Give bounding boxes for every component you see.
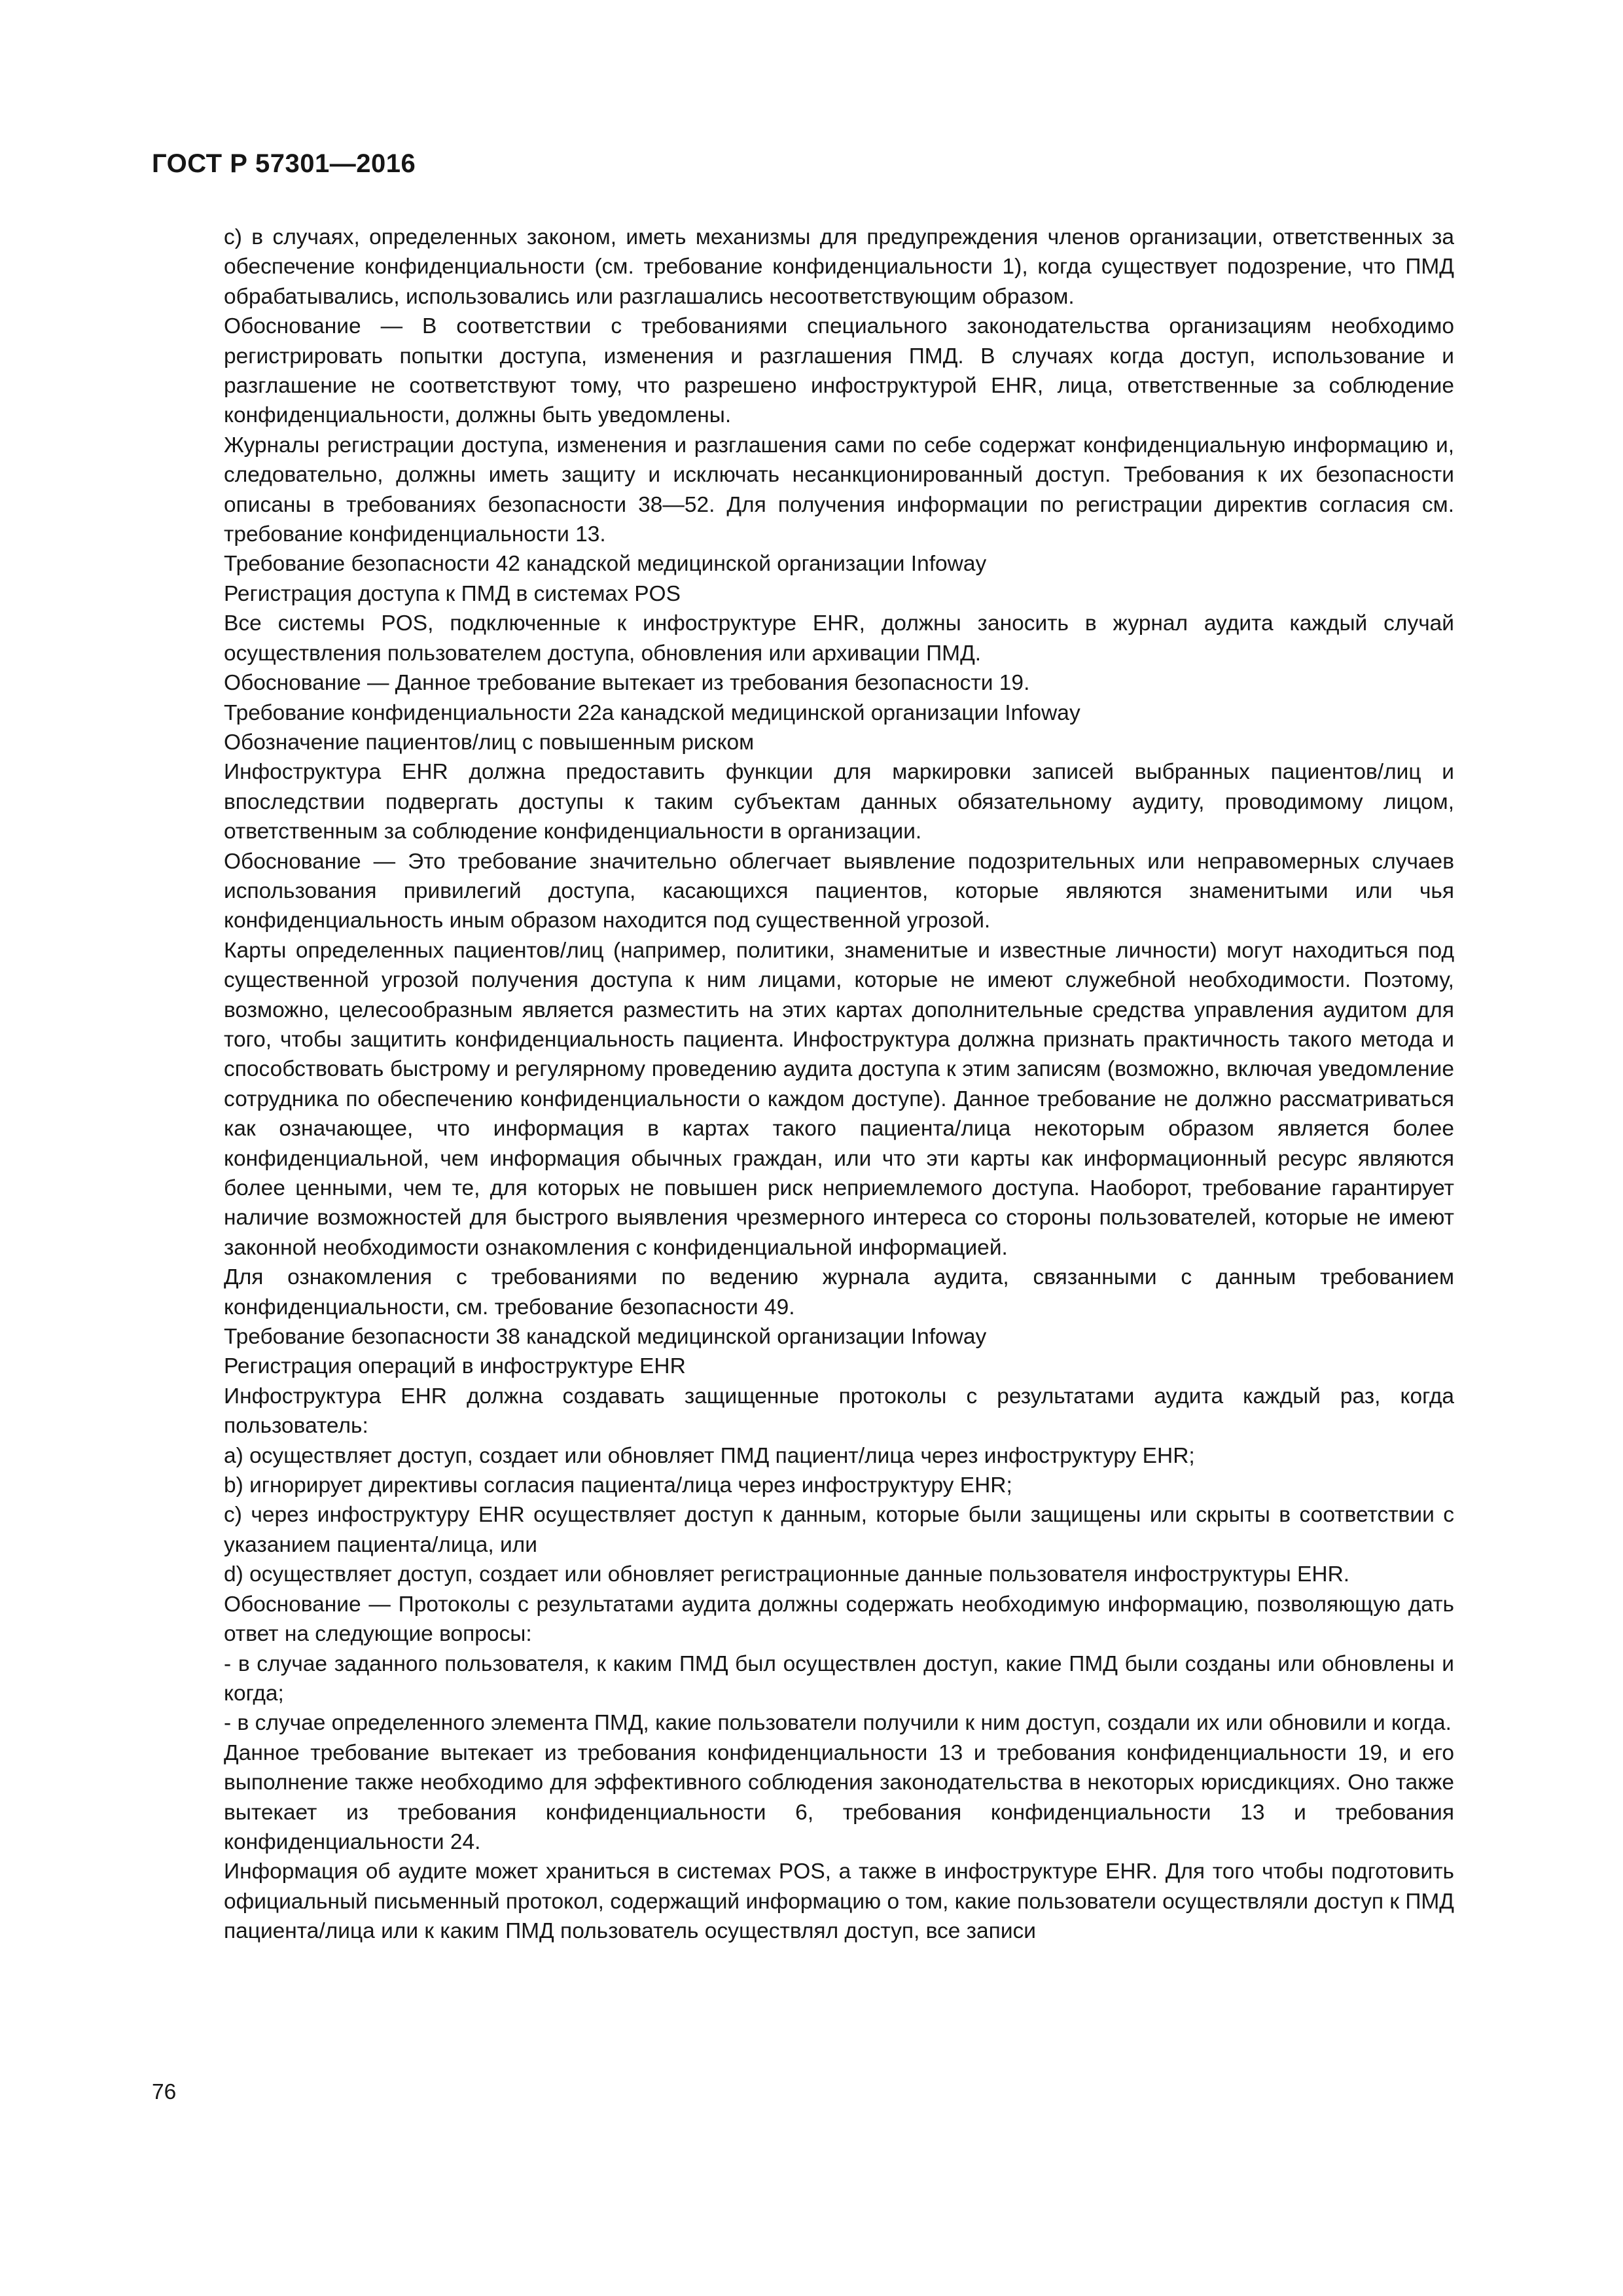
requirement-title: Регистрация доступа к ПМД в системах POS	[224, 581, 681, 606]
paragraph: Инфоструктура EHR должна создавать защищенные протоколы с результатами аудита каждый раз, когда пользователь:	[224, 1384, 1454, 1439]
paragraph: Информация об аудите может храниться в системах POS, а также в инфоструктуре EHR. Для того чтобы подготовить официальный письменный протокол, содержащий информацию о том, какие пользователи осуществляли доступ к ПМД пациента/лица или к каким ПМД пользователь осуществлял доступ, все записи	[224, 1859, 1454, 1944]
requirement-heading: Требование конфиденциальности 22а канадской медицинской организации Infoway	[224, 700, 1080, 725]
document-header: ГОСТ Р 57301—2016	[152, 149, 416, 178]
list-item: a) осуществляет доступ, создает или обновляет ПМД пациент/лица через инфоструктуру EHR;	[224, 1443, 1195, 1468]
paragraph: Карты определенных пациентов/лиц (например, политики, знаменитые и известные личности) могут находиться под существенной угрозой получения доступа к ним лицами, которые не имеют служебной необходимости. Поэтому, возможно, целесообразным является разместить на этих картах дополнительные средства управления аудитом для того, чтобы защитить конфиденциальность пациента. Инфоструктура должна признать практичность такого метода и способствовать быстрому и регулярному проведению аудита доступа к этим записям (возможно, включая уведомление сотрудника по обеспечению конфиденциальности о каждом доступе). Данное требование не должно рассматриваться как означающее, что информация в картах такого пациента/лица некоторым образом является более конфиденциальной, чем информация обычных граждан, или что эти карты как информационный ресурс являются более ценными, чем те, для которых не повышен риск неприемлемого доступа. Наоборот, требование гарантирует наличие возможностей для быстрого выявления чрезмерного интереса со стороны пользователей, которые не имеют законной необходимости ознакомления с конфиденциальной информацией.	[224, 938, 1454, 1260]
paragraph: Журналы регистрации доступа, изменения и разглашения сами по себе содержат конфиденциальную информацию и, следовательно, должны иметь защиту и исключать несанкционированный доступ. Требования к их безопасности описаны в требованиях безопасности 38—52. Для получения информации по регистрации директив согласия см. требование конфиденциальности 13.	[224, 433, 1454, 547]
paragraph: Для ознакомления с требованиями по ведению журнала аудита, связанными с данным требованием конфиденциальности, см. требование безопасности 49.	[224, 1265, 1454, 1319]
body-text	[224, 223, 1454, 1946]
list-item: c) через инфоструктуру EHR осуществляет доступ к данным, которые были защищены или скрыты в соответствии с указанием пациента/лица, или	[224, 1503, 1454, 1557]
paragraph: Все системы POS, подключенные к инфоструктуре EHR, должны заносить в журнал аудита каждый случай осуществления пользователем доступа, обновления или архивации ПМД.	[224, 611, 1454, 666]
list-item: d) осуществляет доступ, создает или обновляет регистрационные данные пользователя инфоструктуры EHR.	[224, 1562, 1350, 1587]
paragraph: Обоснование — Это требование значительно облегчает выявление подозрительных или неправомерных случаев использования привилегий доступа, касающихся пациентов, которые являются знаменитыми или чья конфиденциальность иным образом находится под существенной угрозой.	[224, 849, 1454, 933]
list-item: b) игнорирует директивы согласия пациента/лица через инфоструктуру EHR;	[224, 1473, 1012, 1498]
requirement-title: Регистрация операций в инфоструктуре EHR	[224, 1354, 686, 1379]
requirement-heading: Требование безопасности 38 канадской медицинской организации Infoway	[224, 1325, 987, 1350]
list-item: - в случае определенного элемента ПМД, какие пользователи получили к ним доступ, создали их или обновили и когда.	[224, 1711, 1452, 1736]
list-item: - в случае заданного пользователя, к каким ПМД был осуществлен доступ, какие ПМД были созданы или обновлены и когда;	[224, 1651, 1454, 1706]
paragraph: Обоснование — Данное требование вытекает из требования безопасности 19.	[224, 671, 1030, 696]
paragraph: Обоснование — В соответствии с требованиями специального законодательства организациям необходимо регистрировать попытки доступа, изменения и разглашения ПМД. В случаях когда доступ, использование и разглашение не соответствуют тому, что разрешено инфоструктурой EHR, лица, ответственные за соблюдение конфиденциальности, должны быть уведомлены.	[224, 314, 1454, 428]
paragraph: Обоснование — Протоколы с результатами аудита должны содержать необходимую информацию, позволяющую дать ответ на следующие вопросы:	[224, 1592, 1454, 1647]
requirement-heading: Требование безопасности 42 канадской медицинской организации Infoway	[224, 552, 987, 577]
paragraph: Данное требование вытекает из требования конфиденциальности 13 и требования конфиденциальности 19, и его выполнение также необходимо для эффективного соблюдения законодательства в некоторых юрисдикциях. Оно также вытекает из требования конфиденциальности 6, требования конфиденциальности 13 и требования конфиденциальности 24.	[224, 1740, 1454, 1854]
page-number: 76	[152, 2080, 177, 2104]
paragraph: c) в случаях, определенных законом, иметь механизмы для предупреждения членов организации, ответственных за обеспечение конфиденциальности (см. требование конфиденциальности 1), когда существует подозрение, что ПМД обрабатывались, использовались или разглашались несоответствующим образом.	[224, 225, 1454, 309]
paragraph: Инфоструктура EHR должна предоставить функции для маркировки записей выбранных пациентов/лиц и впоследствии подвергать доступы к таким субъектам данных обязательному аудиту, проводимому лицом, ответственным за соблюдение конфиденциальности в организации.	[224, 760, 1454, 844]
requirement-title: Обозначение пациентов/лиц с повышенным риском	[224, 730, 755, 755]
